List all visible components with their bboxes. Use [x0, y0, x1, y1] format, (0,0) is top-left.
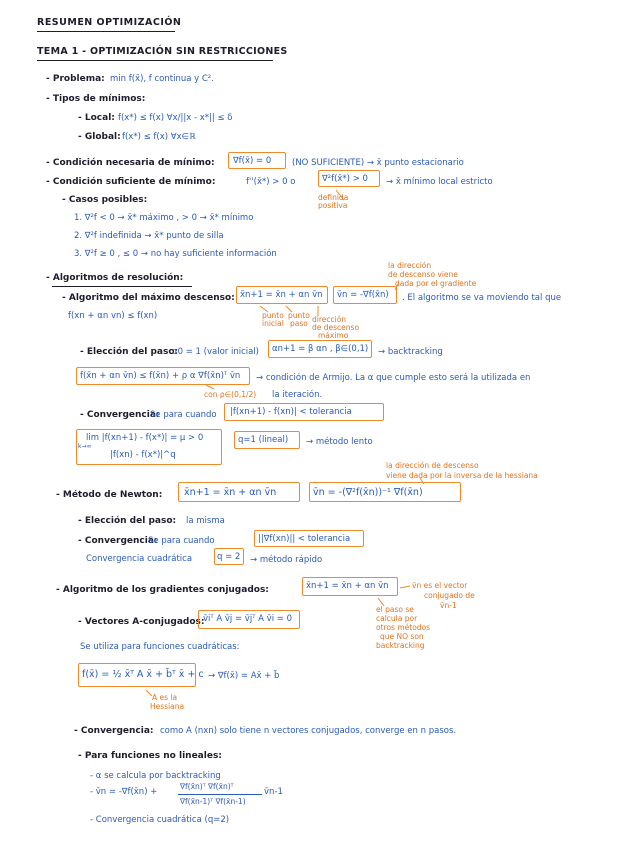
global-label: - Global:: [78, 132, 121, 142]
gradientes-label: - Algoritmo de los gradientes conjugados:: [56, 585, 269, 595]
vec-formula: v̄iᵀ A v̄j = v̄jᵀ A v̄i = 0: [203, 614, 293, 624]
newton-cuad-text2: → método rápido: [250, 555, 323, 565]
descenso-text2: f(xn + αn vn) ≤ f(xn): [68, 311, 158, 321]
arrow-definida: [336, 190, 344, 200]
newton-cuad-text: Convergencia cuadrática: [86, 554, 193, 564]
nolin-2-left: - v̄n = -∇f(x̄n) +: [90, 787, 158, 797]
local-text: f(x*) ≤ f(x) ∀x/||x - x*|| ≤ δ: [118, 113, 233, 123]
note-top-1: la dirección: [388, 261, 432, 270]
vec-label: - Vectores A-conjugados:: [78, 617, 205, 627]
quad-formula: f(x̄) = ½ x̄ᵀ A x̄ + b̄ᵀ x̄ + c: [82, 669, 204, 680]
note-punto-1: punto: [262, 311, 284, 320]
problema-label: - Problema:: [46, 74, 105, 84]
newton-conv-label: - Convergencia:: [78, 536, 158, 546]
nolin-label: - Para funciones no lineales:: [78, 751, 222, 761]
conv-label: - Convergencia:: [80, 410, 160, 420]
descenso-label: - Algoritmo del máximo descenso:: [62, 293, 235, 303]
arrow-gc-2: [378, 598, 384, 606]
newton-formula2: v̄n = -(∇²f(x̄n))⁻¹ ∇f(x̄n): [313, 487, 423, 498]
gc-note2-1: el paso se: [376, 605, 414, 614]
algoritmos-label: - Algoritmos de resolución:: [46, 273, 184, 283]
nolin-1: - α se calcula por backtracking: [90, 771, 221, 781]
definida-positiva-note: definida positiva: [318, 193, 349, 211]
armijo-formula: f(x̄n + αn v̄n) ≤ f(x̄n) + ρ α ∇f(x̄n)ᵀ v̄n: [80, 371, 241, 381]
cond-suficiente-text2: → x̄ mínimo local estricto: [386, 177, 493, 187]
gc-note2-5: backtracking: [376, 641, 425, 650]
conv-text: Se para cuando: [150, 410, 217, 420]
cond-necesaria-text: (NO SUFICIENTE) → x̄ punto estacionario: [292, 158, 464, 168]
note-paso-2: paso: [290, 319, 308, 328]
utiliza-text: Se utiliza para funciones cuadráticas:: [80, 642, 240, 652]
nolin-2-right: v̄n-1: [264, 787, 283, 797]
armijo-text2: la iteración.: [272, 390, 323, 400]
gc-conv-text: como A (nxn) solo tiene n vectores conjugados, converge en n pasos.: [160, 726, 457, 736]
nolin-3: - Convergencia cuadrática (q=2): [90, 815, 230, 825]
section-title: TEMA 1 - OPTIMIZACIÓN SIN RESTRICCIONES: [37, 46, 288, 57]
arrow-newton: [420, 478, 424, 484]
newton-cuad-formula: q = 2: [217, 552, 241, 562]
newton-label: - Método de Newton:: [56, 490, 163, 500]
conv-formula: |f(xn+1) - f(xn)| < tolerancia: [230, 407, 352, 417]
paso-text2: → backtracking: [378, 347, 443, 357]
cond-necesaria-formula: ∇f(x̄) = 0: [233, 156, 272, 166]
newton-note-2: viene dada por la inversa de la hessiana: [386, 471, 538, 480]
cond-suficiente-label: - Condición suficiente de mínimo:: [46, 177, 216, 187]
gc-note1-3: v̄n-1: [440, 601, 457, 610]
arrow-punto: [260, 306, 268, 312]
lim-line1: lim |f(xn+1) - f(x*)| = μ > 0: [86, 433, 204, 443]
newton-paso-text: la misma: [186, 516, 225, 526]
casos-label: - Casos posibles:: [62, 195, 148, 205]
gc-note1-1: v̄n es el vector: [412, 581, 468, 590]
page-title: RESUMEN OPTIMIZACIÓN: [37, 17, 182, 28]
problema-text: min f(x̄), f continua y C².: [110, 74, 214, 84]
q-formula: q=1 (lineal): [238, 435, 289, 445]
q-text: → método lento: [306, 437, 373, 447]
lim-line2: |f(xn) - f(x*)|^q: [110, 450, 176, 460]
note-punto-2: inicial: [262, 319, 284, 328]
newton-paso-label: - Elección del paso:: [78, 516, 177, 526]
arrow-direccion-top: [395, 284, 398, 290]
note-direccion-2: de descenso: [312, 323, 360, 332]
note-top-2: de descenso viene: [388, 270, 458, 279]
nolin-2-num: ∇f(x̄n)ᵀ ∇f(x̄n)ᵀ: [180, 782, 234, 791]
paso-text: α0 = 1 (valor inicial): [172, 347, 259, 357]
arrow-paso: [286, 306, 292, 312]
tipos-label: - Tipos de mínimos:: [46, 94, 146, 104]
descenso-formula1: x̄n+1 = x̄n + αn v̄n: [240, 290, 323, 300]
newton-conv-text: Se para cuando: [148, 536, 215, 546]
quad-text: → ∇f(x̄) = Ax̄ + b̄: [208, 671, 280, 681]
cond-suficiente-formula: ∇²f(x̄*) > 0: [322, 174, 368, 184]
lim-sub: k→∞: [78, 443, 92, 450]
note-direccion-1: dirección: [312, 315, 347, 324]
descenso-formula2: v̄n = -∇f(x̄n): [337, 290, 389, 300]
descenso-text: . El algoritmo se va moviendo tal que: [402, 293, 562, 303]
arrow-hess: [146, 690, 152, 696]
paso-formula: αn+1 = β αn , β∈(0,1): [272, 344, 369, 354]
gc-note2-4: que NO son: [380, 632, 424, 641]
caso-2: 2. ∇²f indefinida → x̄* punto de silla: [74, 231, 224, 241]
gc-note2-3: otros métodos: [376, 623, 431, 632]
rho-note: con ρ∈(0,1/2): [204, 390, 257, 399]
global-text: f(x*) ≤ f(x) ∀x∈ℝ: [122, 132, 196, 142]
nolin-2-den: ∇f(x̄n-1)ᵀ ∇f(x̄n-1): [180, 797, 246, 806]
newton-conv-formula: ||∇f(xn)|| < tolerancia: [258, 534, 351, 544]
gradientes-formula: x̄n+1 = x̄n + αn v̄n: [306, 581, 389, 591]
arrow-gc-1: [400, 586, 410, 588]
cond-suficiente-text1: f''(x̄*) > 0 o: [246, 177, 296, 187]
note-paso-1: punto: [288, 311, 310, 320]
note-direccion-3: máximo: [318, 331, 349, 340]
hess-note-1: A es la: [152, 693, 178, 702]
hess-note-2: Hessiana: [150, 702, 185, 711]
gc-note1-2: conjugado de: [424, 591, 475, 600]
note-top-3: dada por el gradiente: [395, 279, 477, 288]
armijo-text: → condición de Armijo. La α que cumple esto será la utilizada en: [256, 373, 531, 383]
paso-label: - Elección del paso:: [80, 347, 179, 357]
gc-note2-2: calcula por: [376, 614, 418, 623]
newton-note-1: la dirección de descenso: [386, 461, 479, 470]
local-label: - Local:: [78, 113, 115, 123]
arrow-rho: [206, 385, 214, 389]
gc-conv-label: - Convergencia:: [74, 726, 154, 736]
caso-3: 3. ∇²f ≥ 0 , ≤ 0 → no hay suficiente información: [74, 249, 277, 259]
cond-necesaria-label: - Condición necesaria de mínimo:: [46, 158, 215, 168]
caso-1: 1. ∇²f < 0 → x̄* máximo , > 0 → x̄* mínimo: [74, 213, 254, 223]
newton-formula1: x̄n+1 = x̄n + αn v̄n: [184, 487, 277, 498]
